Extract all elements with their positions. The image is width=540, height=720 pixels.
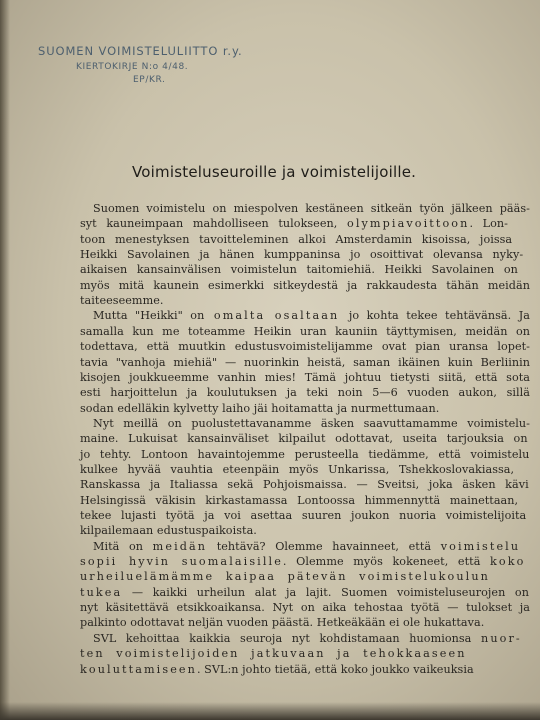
text-line: [80, 402, 439, 416]
text-run: kulkee hyvää vauhtia eteenpäin myös Unkarissa, Tshekkoslovakiassa,: [80, 462, 515, 476]
text-run: Helsingissä väkisin kirkastamassa Lontoossa himmennyttä mainettaan,: [80, 493, 519, 507]
text-line: [93, 309, 530, 323]
text-line: [80, 217, 508, 231]
spaced-emphasis: koko: [490, 555, 526, 569]
text-run: Nyt meillä on puolustettavanamme äsken saavuttamamme voimistelu-: [93, 416, 530, 430]
text-run: SVL kehoittaa kaikkia seuroja nyt kohdistamaan huomionsa: [93, 631, 482, 645]
text-run: tekee lujasti työtä ja voi asettaa suuren joukon nuoria voimistelijoita: [80, 509, 527, 522]
text-line: [80, 555, 525, 569]
document-title: Voimisteluseuroille ja voimistelijoille.: [132, 163, 417, 181]
text-run: myös mitä kaunein esimerkki sitkeydestä ja rakkaudesta tähän meidän: [80, 278, 530, 292]
spaced-emphasis: voimistelu: [440, 539, 521, 553]
text-line: [80, 325, 530, 339]
text-line: [80, 294, 164, 308]
page-shadow-left: [0, 0, 10, 720]
text-run: Ranskassa ja Italiassa sekä Pohjoismaissa. — Sveitsi, joka äsken kävi: [80, 478, 529, 492]
text-line: [80, 340, 530, 354]
text-line: [80, 509, 526, 523]
text-line: [80, 601, 530, 615]
spaced-emphasis: sopii hyvin suomalaisille: [80, 555, 283, 569]
text-line: [80, 448, 529, 462]
text-line: [93, 632, 522, 646]
spaced-emphasis: omalta osaltaan: [204, 309, 349, 323]
spaced-emphasis: nuor-: [481, 631, 522, 645]
text-run: — kaikki urheilun alat ja lajit. Suomen voimisteluseurojen on: [122, 585, 529, 599]
text-run: syt kauneimpaan mahdolliseen tulokseen,: [80, 217, 347, 231]
circular-number: KIERTOKIRJE N:o 4/48.: [76, 62, 189, 72]
text-run: jo kohta tekee tehtävänsä. Ja: [348, 309, 530, 323]
reference-code: EP/KR.: [133, 75, 166, 85]
text-line: [80, 570, 490, 584]
spaced-emphasis: urheiluelämämme kaipaa pätevän voimistelukoulun: [80, 570, 490, 584]
text-run: palkinto odottavat neljän vuoden päästä. Hetkeäkään ei ole hukattava.: [80, 616, 485, 630]
text-line: [80, 263, 518, 277]
text-run: tehtävä? Olemme havainneet, että: [207, 539, 441, 553]
text-run: . Lon-: [469, 217, 509, 231]
text-line: [80, 432, 528, 446]
text-line: [80, 463, 514, 477]
text-line: [80, 524, 257, 538]
text-run: aikaisen kansainvälisen voimistelun taitomiehiä. Heikki Savolainen on: [80, 263, 518, 277]
text-line: [80, 663, 474, 677]
text-run: Mutta "Heikki" on: [93, 309, 205, 323]
text-run: maine. Lukuisat kansainväliset kilpailut odottavat, useita tarjouksia on: [80, 432, 528, 446]
text-run: tavia "vanhoja miehiä" — nuorinkin heistä, saman ikäinen kuin Berliinin: [80, 355, 530, 369]
text-run: taiteeseemme.: [80, 294, 164, 308]
text-line: [80, 233, 512, 247]
text-run: kilpailemaan edustuspaikoista.: [80, 524, 257, 538]
text-run: sodan edelläkin kylvetty laiho jäi hoitamatta ja nurmettumaan.: [80, 401, 440, 415]
text-run: Heikki Savolainen ja hänen kumppaninsa jo osoittivat olevansa nyky-: [80, 248, 524, 262]
text-line: [80, 356, 530, 370]
spaced-emphasis: meidän: [152, 539, 208, 553]
text-line: [93, 417, 530, 431]
text-run: samalla kun me toteamme Heikin uran kauniin täyttymisen, meidän on: [80, 324, 530, 338]
letterhead: [38, 44, 243, 87]
page-shadow-bottom: [0, 702, 540, 720]
text-line: [80, 494, 518, 508]
text-line: [80, 371, 530, 385]
text-run: esti harjoittelun ja koulutuksen ja teki noin 5—6 vuoden aukon, sillä: [80, 386, 530, 400]
text-run: kisojen joukkueemme vanhin mies! Tämä johtuu tietysti siitä, että sota: [80, 370, 530, 384]
text-line: [80, 478, 529, 492]
text-line: [80, 586, 529, 600]
spaced-emphasis: ten voimistelijoiden jatkuvaan ja tehokkaaseen: [80, 647, 467, 661]
text-run: . Olemme myös kokeneet, että: [282, 555, 491, 569]
text-run: . SVL:n johto tietää, että koko joukko vaikeuksia: [196, 662, 474, 676]
text-line: [80, 616, 484, 630]
text-line: [80, 647, 467, 661]
text-run: Mitä on: [93, 539, 153, 553]
text-run: jo tehty. Lontoon havaintojemme perusteella tiedämme, että voimistelu: [80, 447, 530, 461]
text-run: Suomen voimistelu on miespolven kestäneen sitkeän työn jälkeen pääs-: [93, 202, 530, 215]
organization-name: SUOMEN VOIMISTELULIITTO r.y.: [38, 44, 243, 58]
spaced-emphasis: olympiavoittoon: [347, 217, 470, 231]
text-line: [80, 386, 530, 400]
text-line: [93, 202, 530, 216]
text-run: toon menestyksen tavoitteleminen alkoi Amsterdamin kisoissa, joissa: [80, 232, 513, 246]
text-run: nyt käsitettävä etsikkoaikansa. Nyt on aika tehostaa työtä — tulokset ja: [80, 601, 530, 615]
spaced-emphasis: kouluttamiseen: [80, 662, 197, 676]
text-line: [80, 279, 530, 293]
text-line: [80, 248, 523, 262]
text-run: todettava, että muutkin edustusvoimistelijamme ovat pian uransa lopet-: [80, 340, 530, 354]
spaced-emphasis: tukea: [80, 585, 123, 599]
text-line: [93, 540, 520, 554]
